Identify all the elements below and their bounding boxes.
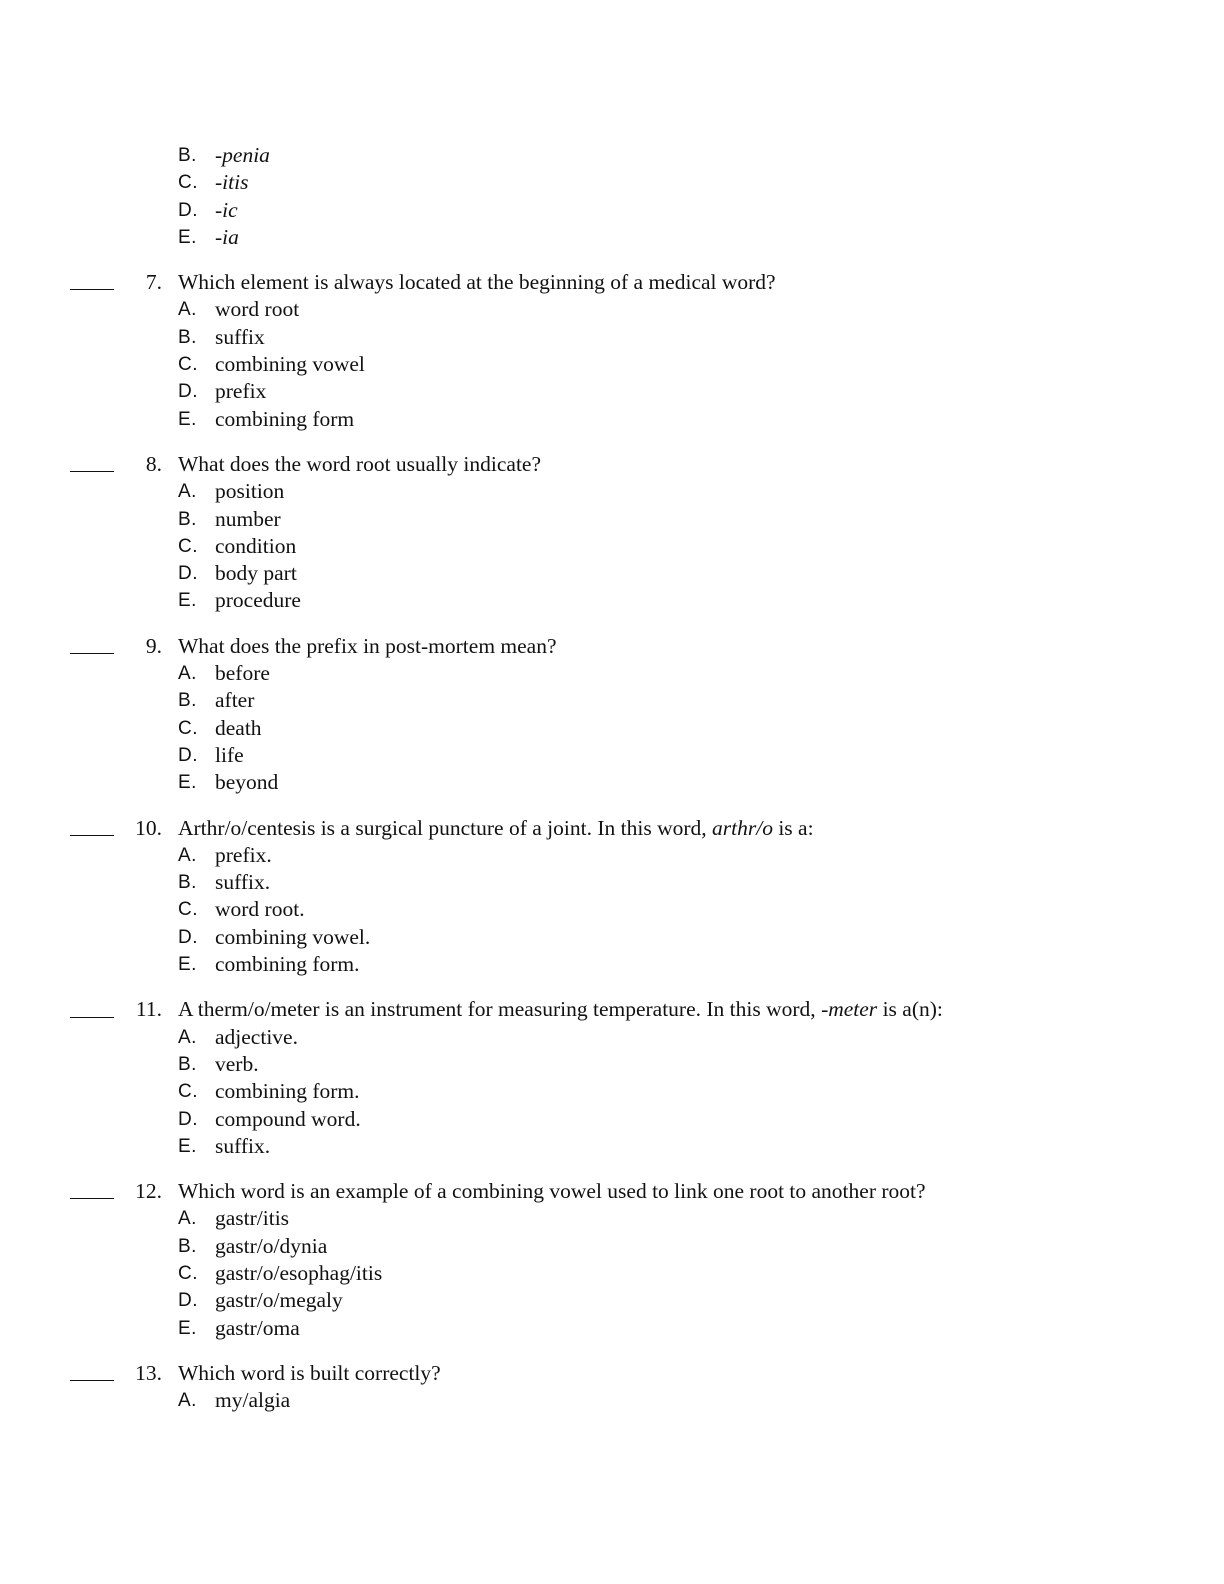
- question-6-continued: [0, 142, 1224, 251]
- option-letter: E.: [178, 590, 197, 612]
- option-row: [0, 687, 1224, 714]
- answer-blank[interactable]: [70, 451, 114, 478]
- question-number: 12.: [135, 1179, 162, 1204]
- option-letter: D.: [178, 381, 198, 403]
- question-12: [0, 1178, 1224, 1342]
- option-row: [0, 1106, 1224, 1133]
- option-text: -ia: [215, 224, 239, 249]
- option-letter: C.: [178, 717, 198, 739]
- option-letter: C.: [178, 535, 198, 557]
- question-term: arthr/o: [712, 815, 773, 840]
- question-number: 13.: [135, 1360, 162, 1385]
- option-row: [0, 715, 1224, 742]
- option-row: [0, 1315, 1224, 1342]
- question-stem: [0, 1360, 1224, 1387]
- option-letter: E.: [178, 1317, 197, 1339]
- question-stem: [0, 815, 1224, 842]
- question-8: [0, 451, 1224, 615]
- option-text: combining form.: [215, 952, 360, 977]
- option-text: procedure: [215, 588, 301, 613]
- option-row: [0, 587, 1224, 614]
- option-row: [0, 1205, 1224, 1232]
- question-number: 7.: [145, 270, 162, 295]
- option-row: [0, 1024, 1224, 1051]
- option-letter: C.: [178, 1081, 198, 1103]
- answer-blank[interactable]: [70, 996, 114, 1023]
- option-letter: C.: [178, 172, 198, 194]
- option-letter: E.: [178, 772, 197, 794]
- option-row: [0, 533, 1224, 560]
- option-letter: B.: [178, 1053, 197, 1075]
- option-text: prefix.: [215, 842, 272, 867]
- option-text: condition: [215, 533, 297, 558]
- option-row: [0, 169, 1224, 196]
- question-text: What does the word root usually indicate?: [178, 451, 542, 476]
- option-letter: D.: [178, 926, 198, 948]
- question-10: [0, 815, 1224, 979]
- option-text: combining form: [215, 406, 355, 431]
- question-text-start: Arthr/o/centesis is a surgical puncture of a joint. In this word,: [178, 815, 713, 840]
- option-row: [0, 1078, 1224, 1105]
- option-row: [0, 406, 1224, 433]
- question-stem: [0, 451, 1224, 478]
- option-row: [0, 742, 1224, 769]
- option-letter: D.: [178, 744, 198, 766]
- option-text: gastr/o/dynia: [215, 1233, 328, 1258]
- option-text: gastr/itis: [215, 1206, 290, 1231]
- option-row: [0, 1287, 1224, 1314]
- question-stem: [0, 996, 1224, 1023]
- quiz-page: [0, 142, 1224, 1414]
- option-text: combining form.: [215, 1079, 360, 1104]
- option-row: [0, 478, 1224, 505]
- option-row: [0, 1260, 1224, 1287]
- option-text: gastr/o/megaly: [215, 1288, 343, 1313]
- question-7: [0, 269, 1224, 433]
- question-number: 10.: [135, 815, 162, 840]
- question-text: [178, 815, 814, 842]
- option-text: gastr/oma: [215, 1315, 300, 1340]
- option-text: verb.: [215, 1051, 259, 1076]
- question-text-end: is a(n):: [877, 997, 943, 1022]
- option-row: [0, 560, 1224, 587]
- option-row: [0, 1051, 1224, 1078]
- option-text: suffix.: [215, 1133, 271, 1158]
- option-letter: E.: [178, 226, 197, 248]
- option-text: -ic: [215, 197, 238, 222]
- option-row: [0, 660, 1224, 687]
- option-letter: C.: [178, 1262, 198, 1284]
- question-11: [0, 996, 1224, 1160]
- option-letter: A.: [178, 1026, 197, 1048]
- option-text: prefix: [215, 379, 267, 404]
- answer-blank[interactable]: [70, 815, 114, 842]
- answer-blank[interactable]: [70, 269, 114, 296]
- option-text: suffix: [215, 324, 265, 349]
- option-letter: D.: [178, 1290, 198, 1312]
- option-text: word root.: [215, 897, 305, 922]
- option-text: combining vowel.: [215, 924, 371, 949]
- option-letter: B.: [178, 690, 197, 712]
- question-text: Which word is an example of a combining vowel used to link one root to another root?: [178, 1179, 926, 1204]
- option-letter: D.: [178, 1108, 198, 1130]
- option-text: combining vowel: [215, 352, 365, 377]
- option-text: compound word.: [215, 1106, 361, 1131]
- option-letter: B.: [178, 872, 197, 894]
- option-row: [0, 896, 1224, 923]
- option-text: -penia: [215, 143, 270, 167]
- question-9: [0, 633, 1224, 797]
- question-text: What does the prefix in post-mortem mean?: [178, 633, 557, 658]
- question-number: 8.: [145, 451, 162, 476]
- question-text: Which element is always located at the beginning of a medical word?: [178, 270, 776, 295]
- option-row: [0, 1233, 1224, 1260]
- option-row: [0, 951, 1224, 978]
- option-row: [0, 506, 1224, 533]
- option-letter: E.: [178, 408, 197, 430]
- option-letter: C.: [178, 899, 198, 921]
- question-text: [178, 996, 943, 1023]
- option-letter: C.: [178, 354, 198, 376]
- option-text: adjective.: [215, 1024, 298, 1049]
- option-row: [0, 351, 1224, 378]
- option-row: [0, 869, 1224, 896]
- option-row: [0, 142, 1224, 169]
- option-row: [0, 224, 1224, 251]
- option-row: [0, 924, 1224, 951]
- option-letter: E.: [178, 1135, 197, 1157]
- question-text: Which word is built correctly?: [178, 1360, 441, 1385]
- option-letter: A.: [178, 481, 197, 503]
- option-row: [0, 296, 1224, 323]
- option-text: -itis: [215, 170, 249, 195]
- option-text: body part: [215, 561, 297, 586]
- option-text: number: [215, 506, 281, 531]
- question-text-end: is a:: [772, 815, 814, 840]
- option-text: my/algia: [215, 1388, 291, 1413]
- option-letter: B.: [178, 145, 197, 166]
- option-letter: A.: [178, 299, 197, 321]
- option-letter: B.: [178, 326, 197, 348]
- option-text: position: [215, 479, 285, 504]
- question-stem: [0, 633, 1224, 660]
- option-text: before: [215, 661, 270, 686]
- option-letter: D.: [178, 563, 198, 585]
- question-stem: [0, 269, 1224, 296]
- option-letter: D.: [178, 199, 198, 221]
- option-text: beyond: [215, 770, 279, 795]
- option-text: suffix.: [215, 870, 271, 895]
- answer-blank[interactable]: [70, 1178, 114, 1205]
- question-text-start: A therm/o/meter is an instrument for measuring temperature. In this word,: [178, 997, 822, 1022]
- option-row: [0, 1133, 1224, 1160]
- option-letter: B.: [178, 508, 197, 530]
- option-row: [0, 1387, 1224, 1414]
- answer-blank[interactable]: [70, 1360, 114, 1387]
- option-row: [0, 842, 1224, 869]
- question-number: 11.: [135, 997, 162, 1022]
- answer-blank[interactable]: [70, 633, 114, 660]
- question-stem: [0, 1178, 1224, 1205]
- option-row: [0, 378, 1224, 405]
- option-row: [0, 324, 1224, 351]
- question-number: 9.: [145, 633, 162, 658]
- question-13: [0, 1360, 1224, 1415]
- question-term: -meter: [821, 997, 878, 1022]
- option-letter: A.: [178, 1390, 197, 1412]
- option-letter: A.: [178, 844, 197, 866]
- option-letter: A.: [178, 663, 197, 685]
- option-letter: A.: [178, 1208, 197, 1230]
- option-row: [0, 197, 1224, 224]
- option-text: death: [215, 715, 262, 740]
- option-letter: B.: [178, 1235, 197, 1257]
- option-row: [0, 769, 1224, 796]
- option-text: after: [215, 688, 255, 713]
- option-text: word root: [215, 297, 300, 322]
- option-text: life: [215, 742, 244, 767]
- option-letter: E.: [178, 954, 197, 976]
- option-text: gastr/o/esophag/itis: [215, 1260, 383, 1285]
